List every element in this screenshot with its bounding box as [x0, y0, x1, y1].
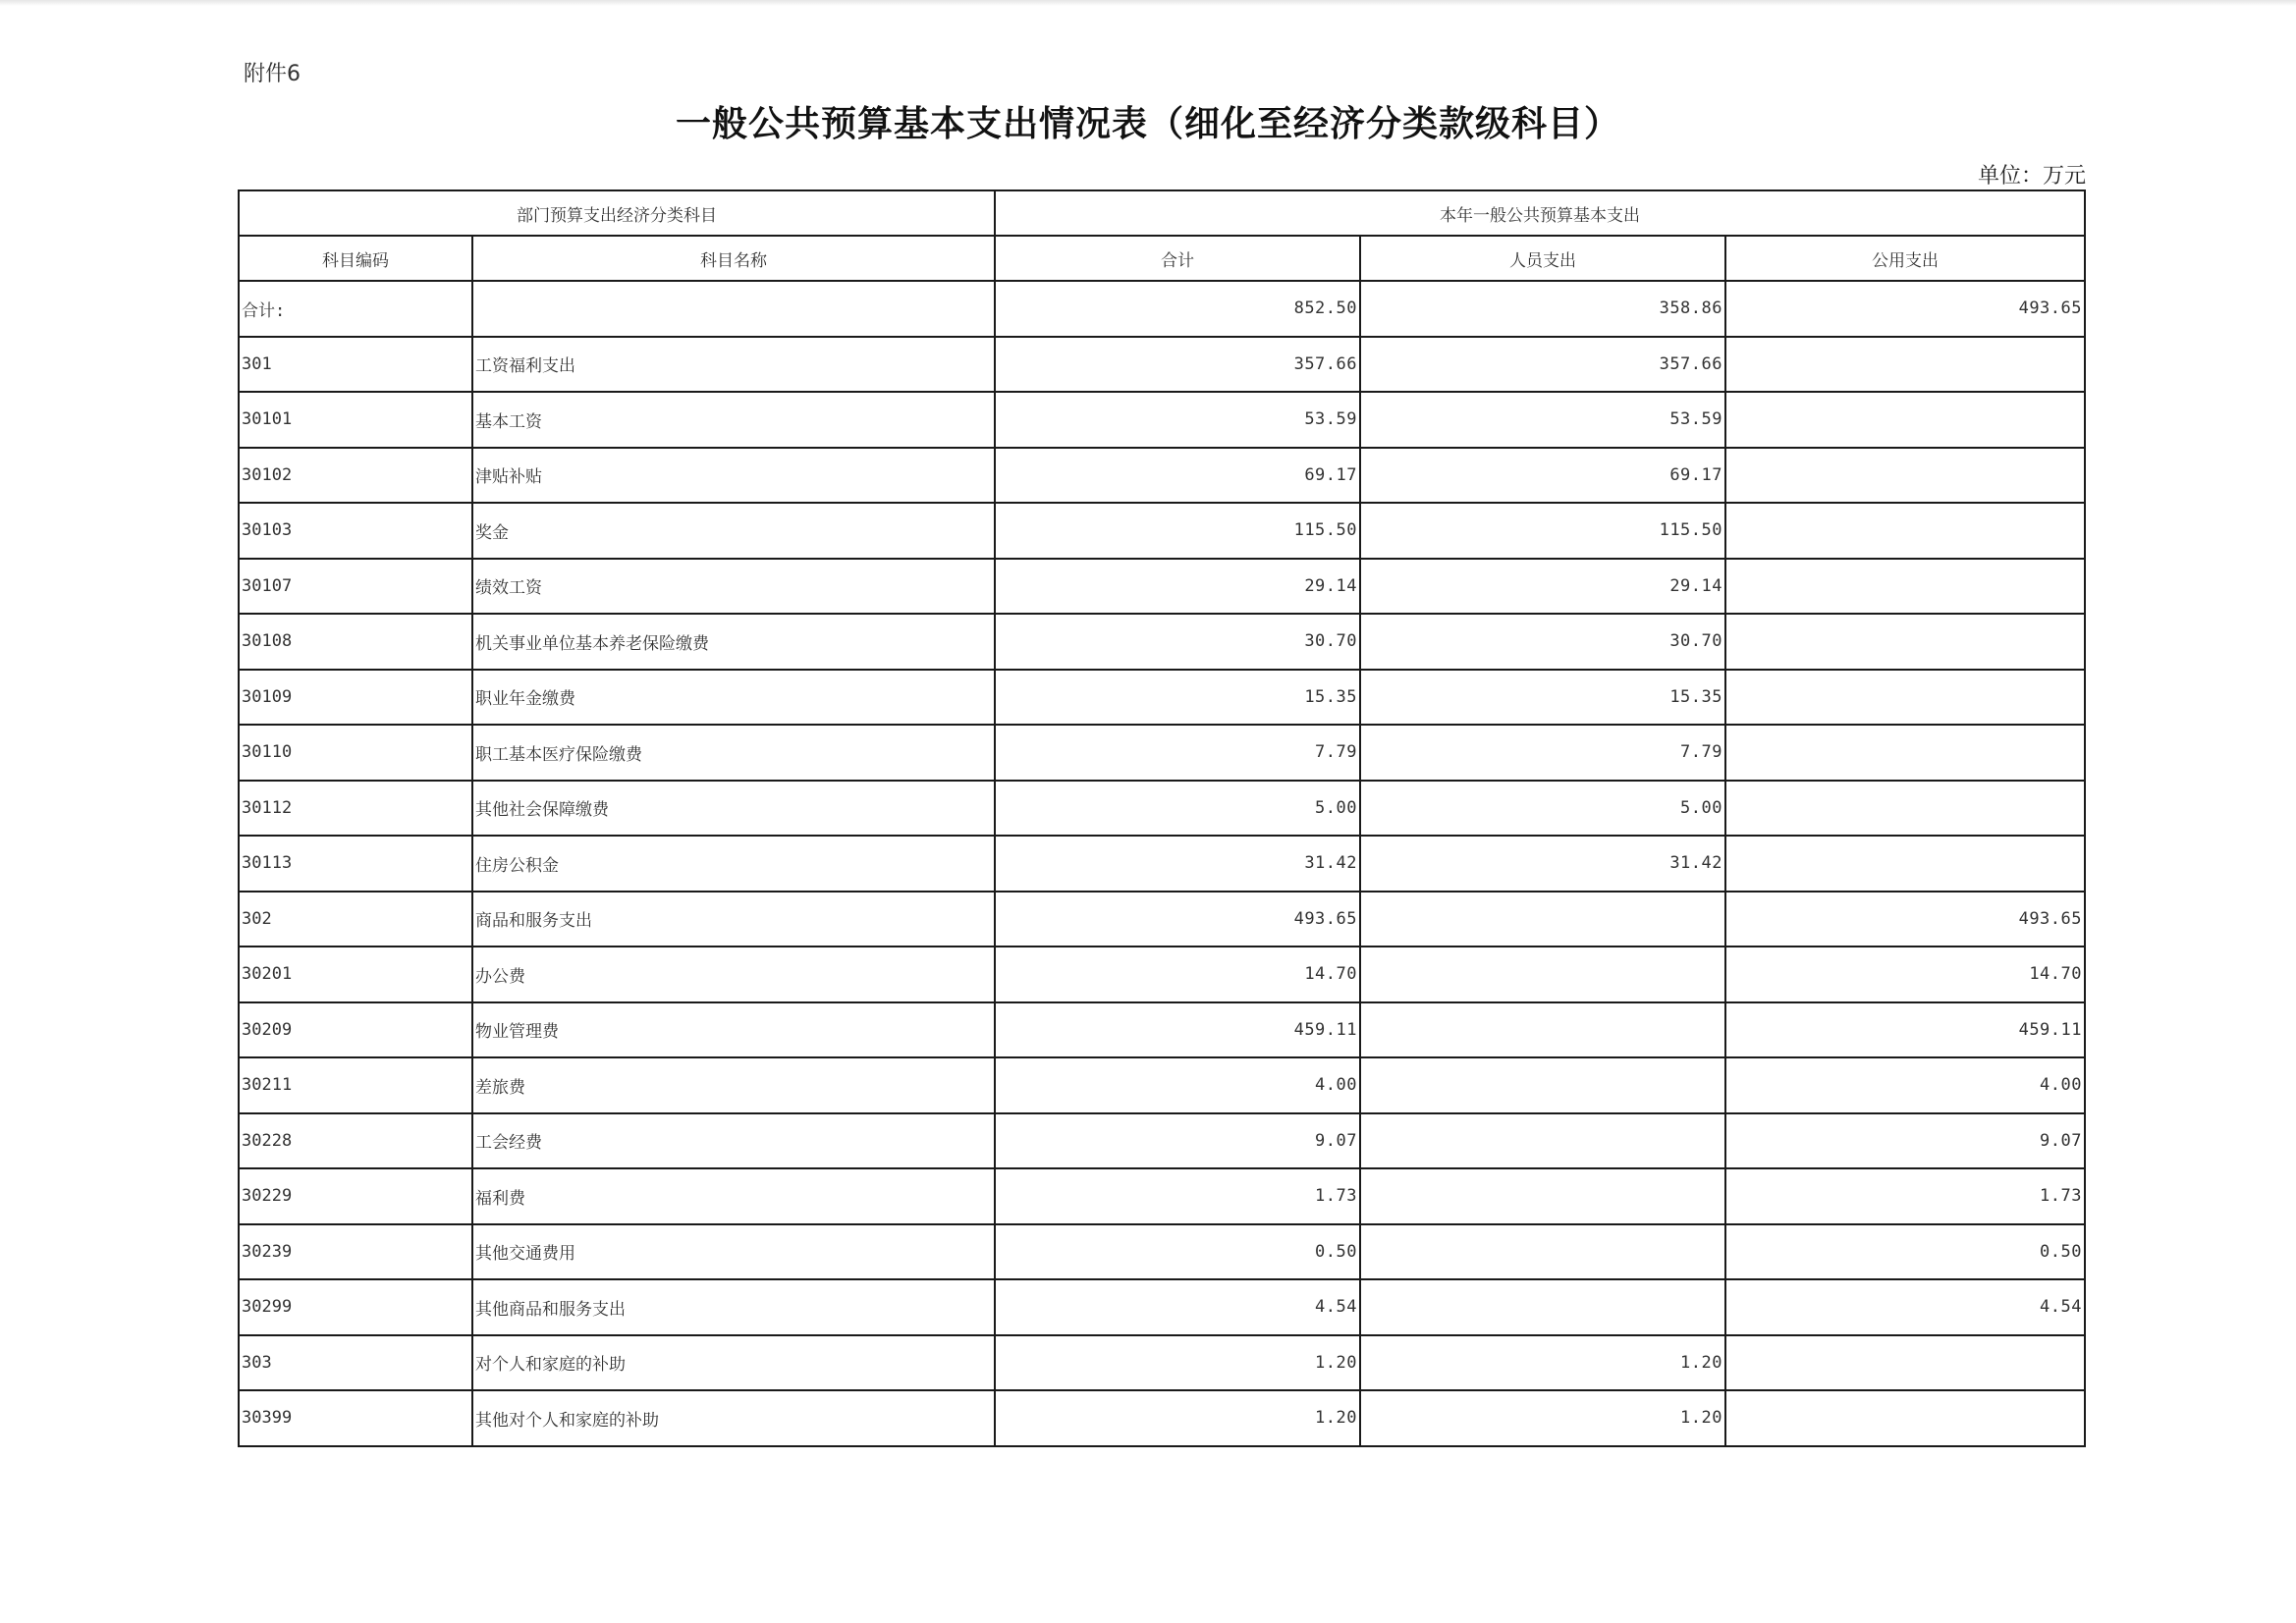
cell-personnel: 115.50 [1360, 503, 1725, 559]
cell-personnel: 1.20 [1360, 1335, 1725, 1391]
cell-total: 1.20 [995, 1390, 1360, 1446]
cell-total: 115.50 [995, 503, 1360, 559]
cell-code: 30108 [239, 614, 472, 670]
cell-code: 30239 [239, 1224, 472, 1280]
cell-personnel: 31.42 [1360, 836, 1725, 892]
cell-total: 493.65 [995, 892, 1360, 947]
cell-personnel [1360, 1057, 1725, 1113]
cell-code: 30201 [239, 947, 472, 1002]
cell-name: 工资福利支出 [472, 337, 995, 393]
unit-label: 单位：万元 [1977, 164, 2086, 189]
table-body [239, 281, 2085, 1446]
cell-public [1725, 503, 2085, 559]
cell-total: 852.50 [995, 281, 1360, 337]
cell-code: 30110 [239, 725, 472, 781]
cell-total: 7.79 [995, 725, 1360, 781]
table-row [239, 448, 2085, 504]
cell-code: 30113 [239, 836, 472, 892]
cell-total: 1.20 [995, 1335, 1360, 1391]
header-col-personnel: 人员支出 [1360, 236, 1725, 281]
table-row [239, 1224, 2085, 1280]
cell-personnel: 1.20 [1360, 1390, 1725, 1446]
header-group-left: 部门预算支出经济分类科目 [239, 190, 995, 236]
cell-personnel [1360, 1002, 1725, 1058]
cell-total: 29.14 [995, 559, 1360, 615]
cell-total: 15.35 [995, 670, 1360, 726]
cell-total: 4.00 [995, 1057, 1360, 1113]
cell-code: 30299 [239, 1279, 472, 1335]
budget-table [238, 189, 2086, 1447]
cell-personnel [1360, 1113, 1725, 1169]
cell-name: 办公费 [472, 947, 995, 1002]
cell-code: 30112 [239, 781, 472, 837]
cell-code: 合计: [239, 281, 472, 337]
cell-public [1725, 836, 2085, 892]
cell-personnel [1360, 947, 1725, 1002]
cell-personnel [1360, 1168, 1725, 1224]
cell-public: 9.07 [1725, 1113, 2085, 1169]
cell-name: 住房公积金 [472, 836, 995, 892]
cell-public: 1.73 [1725, 1168, 2085, 1224]
table-row [239, 614, 2085, 670]
cell-name: 福利费 [472, 1168, 995, 1224]
cell-public [1725, 725, 2085, 781]
cell-public [1725, 1390, 2085, 1446]
cell-name: 机关事业单位基本养老保险缴费 [472, 614, 995, 670]
cell-public: 459.11 [1725, 1002, 2085, 1058]
cell-name: 绩效工资 [472, 559, 995, 615]
cell-name: 奖金 [472, 503, 995, 559]
cell-total: 69.17 [995, 448, 1360, 504]
cell-total: 5.00 [995, 781, 1360, 837]
table-row [239, 1279, 2085, 1335]
table-row [239, 1113, 2085, 1169]
cell-name: 工会经费 [472, 1113, 995, 1169]
header-column-row [239, 236, 2085, 281]
table-row [239, 392, 2085, 448]
cell-public: 14.70 [1725, 947, 2085, 1002]
cell-name: 津贴补贴 [472, 448, 995, 504]
cell-personnel: 53.59 [1360, 392, 1725, 448]
table-row [239, 781, 2085, 837]
cell-code: 301 [239, 337, 472, 393]
cell-personnel: 30.70 [1360, 614, 1725, 670]
table-row [239, 670, 2085, 726]
table-row [239, 947, 2085, 1002]
cell-public [1725, 337, 2085, 393]
cell-personnel: 69.17 [1360, 448, 1725, 504]
cell-total: 31.42 [995, 836, 1360, 892]
cell-public [1725, 448, 2085, 504]
cell-personnel [1360, 1279, 1725, 1335]
cell-total: 14.70 [995, 947, 1360, 1002]
cell-code: 30209 [239, 1002, 472, 1058]
table-row [239, 1168, 2085, 1224]
table-row [239, 892, 2085, 947]
header-group-right: 本年一般公共预算基本支出 [995, 190, 2085, 236]
cell-name: 基本工资 [472, 392, 995, 448]
cell-personnel [1360, 892, 1725, 947]
cell-personnel: 15.35 [1360, 670, 1725, 726]
cell-total: 0.50 [995, 1224, 1360, 1280]
cell-code: 30103 [239, 503, 472, 559]
cell-personnel: 7.79 [1360, 725, 1725, 781]
cell-public [1725, 559, 2085, 615]
cell-name: 其他交通费用 [472, 1224, 995, 1280]
cell-code: 30211 [239, 1057, 472, 1113]
table-row-total [239, 281, 2085, 337]
cell-name: 差旅费 [472, 1057, 995, 1113]
cell-personnel [1360, 1224, 1725, 1280]
table-row [239, 337, 2085, 393]
cell-code: 30228 [239, 1113, 472, 1169]
header-col-total: 合计 [995, 236, 1360, 281]
scan-edge [0, 0, 2296, 6]
cell-public: 493.65 [1725, 281, 2085, 337]
cell-name: 其他商品和服务支出 [472, 1279, 995, 1335]
header-col-code: 科目编码 [239, 236, 472, 281]
cell-public [1725, 614, 2085, 670]
cell-total: 459.11 [995, 1002, 1360, 1058]
cell-name: 职工基本医疗保险缴费 [472, 725, 995, 781]
cell-public: 4.00 [1725, 1057, 2085, 1113]
cell-code: 303 [239, 1335, 472, 1391]
table-row [239, 1335, 2085, 1391]
cell-total: 9.07 [995, 1113, 1360, 1169]
cell-code: 30229 [239, 1168, 472, 1224]
cell-code: 30109 [239, 670, 472, 726]
page-title: 一般公共预算基本支出情况表（细化至经济分类款级科目） [675, 104, 1620, 144]
cell-personnel: 5.00 [1360, 781, 1725, 837]
cell-name: 物业管理费 [472, 1002, 995, 1058]
cell-code: 30399 [239, 1390, 472, 1446]
cell-personnel: 29.14 [1360, 559, 1725, 615]
cell-code: 30107 [239, 559, 472, 615]
cell-name: 职业年金缴费 [472, 670, 995, 726]
cell-personnel: 358.86 [1360, 281, 1725, 337]
cell-name: 其他对个人和家庭的补助 [472, 1390, 995, 1446]
cell-total: 53.59 [995, 392, 1360, 448]
table-row [239, 1390, 2085, 1446]
cell-public [1725, 392, 2085, 448]
cell-total: 4.54 [995, 1279, 1360, 1335]
cell-name: 对个人和家庭的补助 [472, 1335, 995, 1391]
cell-total: 357.66 [995, 337, 1360, 393]
cell-code: 30101 [239, 392, 472, 448]
cell-total: 30.70 [995, 614, 1360, 670]
cell-public [1725, 670, 2085, 726]
cell-name: 商品和服务支出 [472, 892, 995, 947]
cell-personnel: 357.66 [1360, 337, 1725, 393]
header-group-row [239, 190, 2085, 236]
cell-code: 302 [239, 892, 472, 947]
cell-public: 493.65 [1725, 892, 2085, 947]
cell-name: 其他社会保障缴费 [472, 781, 995, 837]
header-col-public: 公用支出 [1725, 236, 2085, 281]
table-header [239, 190, 2085, 281]
attachment-label: 附件6 [244, 62, 301, 86]
table-row [239, 559, 2085, 615]
table-row [239, 836, 2085, 892]
cell-public [1725, 1335, 2085, 1391]
cell-public: 4.54 [1725, 1279, 2085, 1335]
table-row [239, 1057, 2085, 1113]
table-row [239, 503, 2085, 559]
header-col-name: 科目名称 [472, 236, 995, 281]
cell-total: 1.73 [995, 1168, 1360, 1224]
table-row [239, 1002, 2085, 1058]
cell-public [1725, 781, 2085, 837]
table-row [239, 725, 2085, 781]
cell-name [472, 281, 995, 337]
cell-code: 30102 [239, 448, 472, 504]
cell-public: 0.50 [1725, 1224, 2085, 1280]
